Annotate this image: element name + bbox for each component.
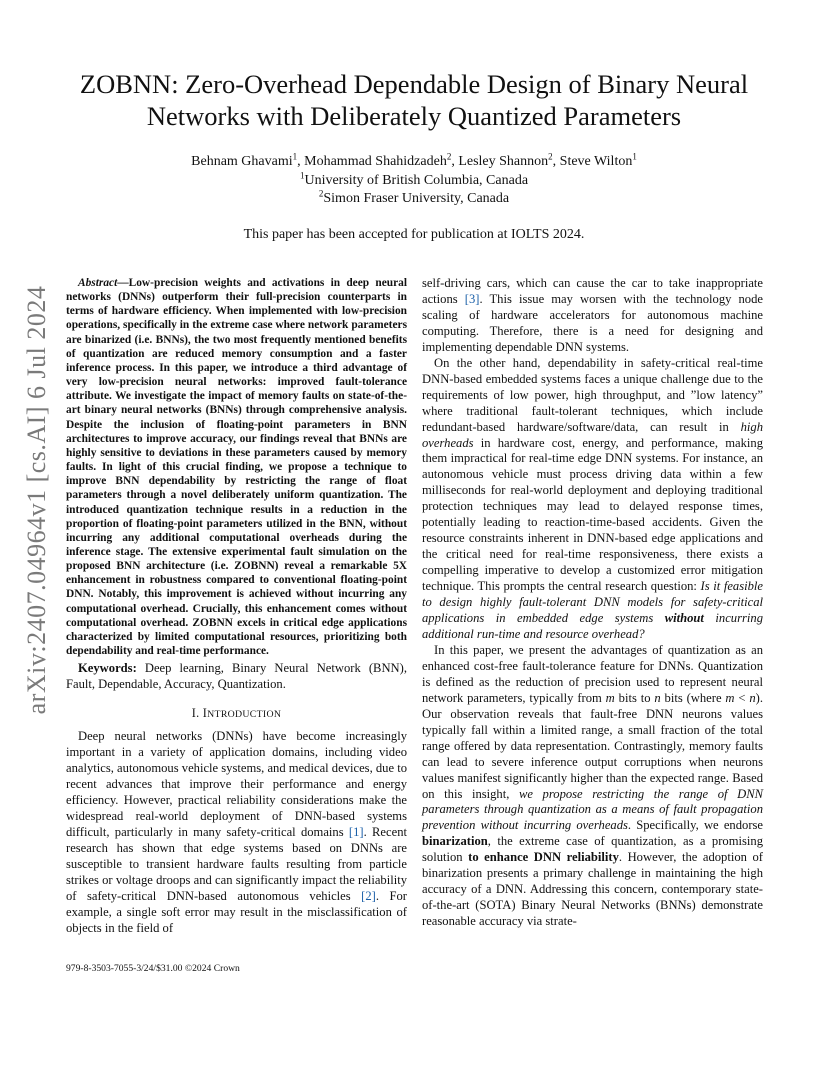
right-p3-text-3: bits (where <box>660 690 726 705</box>
section-heading-number: I. I <box>191 706 208 721</box>
keywords-text: Deep learning, Binary Neural Network (BNN), Fault, Dependable, Accuracy, Quantization. <box>66 661 407 692</box>
research-question-emphasis: without <box>664 611 704 626</box>
intro-p1-text-3: . For example, a single soft error may result in the misclassification of objects in the field of <box>66 888 407 935</box>
right-paragraph-2 <box>422 356 763 643</box>
author-4: , Steve Wilton <box>552 154 633 169</box>
affiliation-2-text: Simon Fraser University, Canada <box>323 191 510 206</box>
intro-paragraph-1 <box>66 729 407 936</box>
acceptance-note: This paper has been accepted for publication at IOLTS 2024. <box>243 227 585 242</box>
keywords-label: Keywords: <box>78 661 137 676</box>
citation-3[interactable]: [3] <box>464 291 480 306</box>
right-p2-text-2: in hardware cost, energy, and performance, making them impractical for real-time edge DNN systems. For instance, an autonomous vehicle must process driving data within a few milliseconds for real-world deployment and deploying traditional protection techniques may lead to delayed response times, potentially leading to reaction-time-based accidents. Given the resource constraints inherent in DNN-based edge applications and the critical need for real-time responsiveness, there exists a compelling imperative to develop a customized error mitigation technique. This prompts the central research question: <box>422 435 763 594</box>
right-p1-text-2: . This issue may worsen with the technology node scaling of hardware accelerators for autonomous machine computing. Therefore, there is a need for designing and implementing dependable DNN systems. <box>422 291 763 354</box>
abstract-text: —Low-precision weights and activations in deep neural networks (DNNs) outperform their full-precision counterparts in terms of hardware efficiency. When implemented with low-precision operations, specifically in the extreme case where network parameters are binarized (i.e. BNNs), the two most frequently mentioned benefits of quantization are reduced memory consumption and a faster inference process. In this paper, we introduce a third advantage of very low-precision neural networks: improved fault-tolerance attribute. We investigate the impact of memory faults on state-of-the-art binary neural networks (BNNs) through comprehensive analysis. Despite the inclusion of floating-point parameters in BNN architectures to improve accuracy, our findings reveal that BNNs are highly sensitive to deviations in these parameters caused by memory faults. In light of this crucial finding, we propose a technique to improve BNN dependability by restricting the range of float parameters through a novel deliberately uniform quantization. The introduced quantization technique results in a reduction in the proportion of floating-point parameters utilized in the BNN, without incurring any additional computational overheads during the inference stage. The extensive experimental fault simulation on the proposed BNN architecture (i.e. ZOBNN) reveal a remarkable 5X enhancement in robustness compared to conventional floating-point DNN. Notably, this improvement is achieved without incurring any computational overhead. Crucially, this enhancement comes without computational overhead. ZOBNN excels in critical edge applications characterized by limited computational resources, prioritizing both dependability and real-time performance. <box>66 277 407 658</box>
paper-title <box>40 68 788 132</box>
author-1: Behnam Ghavami <box>191 154 293 169</box>
right-paragraph-3 <box>422 643 763 930</box>
author-list <box>40 153 788 171</box>
intro-p1-text-1: Deep neural networks (DNNs) have become increasingly important in a variety of application domains, including video analytics, autonomous vehicle systems, and medical devices, due to recent advances that improve their performance and energy efficiency. However, practical reliability considerations make the widespread real-world deployment of DNN-based systems difficult, particularly in many safety-critical domains <box>66 729 407 839</box>
math-m-2: m <box>725 690 735 705</box>
author-2-affil: 2 <box>446 151 452 162</box>
right-paragraph-1 <box>422 276 763 356</box>
right-p3-italic-1: we propose restricting the range of DNN parameters through quantization as a means of fault propagation prevention without incurring overheads <box>422 786 763 833</box>
right-p3-text-1: In this paper, we present the advantages of quantization as an enhanced cost-free fault-tolerance feature for DNNs. Quantization is defined as the reduction of precision used to represent neural network parameters, typically from <box>422 642 763 705</box>
affiliation-1 <box>40 172 788 190</box>
author-2: , Mohammad Shahidzadeh <box>297 154 447 169</box>
right-p3-text-7: . However, the adoption of binarization presents a primary challenge in maintaining the high accuracy of a DNN. Addressing this concern, contemporary state-of-the-art (SOTA) Binary Neural Networks (BNNs) demonstrate reasonable accuracy via strate- <box>422 850 763 929</box>
research-question: Is it feasible to design highly fault-tolerant DNN models for safety-critical applications in embedded edge systems <box>422 579 763 626</box>
title-line-2: Networks with Deliberately Quantized Parameters <box>146 101 682 131</box>
intro-p1-text-2: . Recent research has shown that edge systems based on DNNs are susceptible to transient hardware faults resulting from particle strikes or voltage droops and can significantly impact the reliability of safety-critical DNN-based autonomous vehicles <box>66 824 407 903</box>
section-heading-smallcaps: NTRODUCTION <box>207 709 282 721</box>
author-3-affil: 2 <box>548 151 553 162</box>
right-p3-text-6: , the extreme case of quantization, as a promising solution <box>422 834 763 865</box>
math-n: n <box>654 690 661 705</box>
research-question-end: incurring additional run-time and resource overhead? <box>422 611 763 641</box>
right-p3-bold-1: binarization <box>422 834 488 849</box>
arxiv-stamp <box>22 285 52 715</box>
abstract-label: Abstract <box>78 277 118 289</box>
right-p2-italic-1: high overheads <box>422 419 763 450</box>
author-4-affil: 1 <box>632 151 637 162</box>
affiliation-2-mark: 2 <box>318 188 324 199</box>
math-m: m <box>605 690 615 705</box>
right-p1-text-1: self-driving cars, which can cause the car to take inappropriate actions <box>422 276 763 306</box>
affiliation-1-mark: 1 <box>299 170 305 181</box>
citation-2[interactable]: [2] <box>361 888 376 903</box>
section-heading-introduction <box>66 706 407 723</box>
author-1-affil: 1 <box>292 151 298 162</box>
copyright-footer: 979-8-3503-7055-3/24/$31.00 ©2024 Crown <box>66 963 240 974</box>
right-p3-text-2: bits to <box>614 690 655 705</box>
right-column <box>422 276 763 930</box>
right-p3-text-4: ). Our observation reveals that fault-free DNN neurons values typically fall within a limited range, a small fraction of the total range offered by data representation. Contrastingly, memory faults can lead to severe inference output corruptions when neurons values manifest significantly higher than the expected range. Based on this insight, <box>422 690 764 801</box>
citation-1[interactable]: [1] <box>348 824 364 839</box>
right-p3-text-5: . Specifically, we endorse <box>627 818 763 833</box>
keywords <box>66 661 407 693</box>
right-p3-bold-2: to enhance DNN reliability <box>468 850 619 865</box>
author-3: , Lesley Shannon <box>451 154 549 169</box>
affiliation-1-text: University of British Columbia, Canada <box>304 173 529 188</box>
abstract <box>66 276 407 658</box>
affiliation-2 <box>40 190 788 208</box>
math-n-2: n <box>749 690 756 705</box>
arxiv-stamp-text: arXiv:2407.04964v1 [cs.AI] 6 Jul 2024 <box>22 285 51 715</box>
left-column <box>66 276 407 936</box>
right-p2-text-1: On the other hand, dependability in safety-critical real-time DNN-based embedded systems faces a unique challenge due to the requirements of low power, high throughput, and ”low latency” where traditional fault-tolerant techniques, which include redundant-based hardware/software/data, can result in <box>422 355 763 434</box>
math-lt: < <box>734 690 750 705</box>
title-line-1: ZOBNN: Zero-Overhead Dependable Design of Binary Neural <box>79 69 749 99</box>
